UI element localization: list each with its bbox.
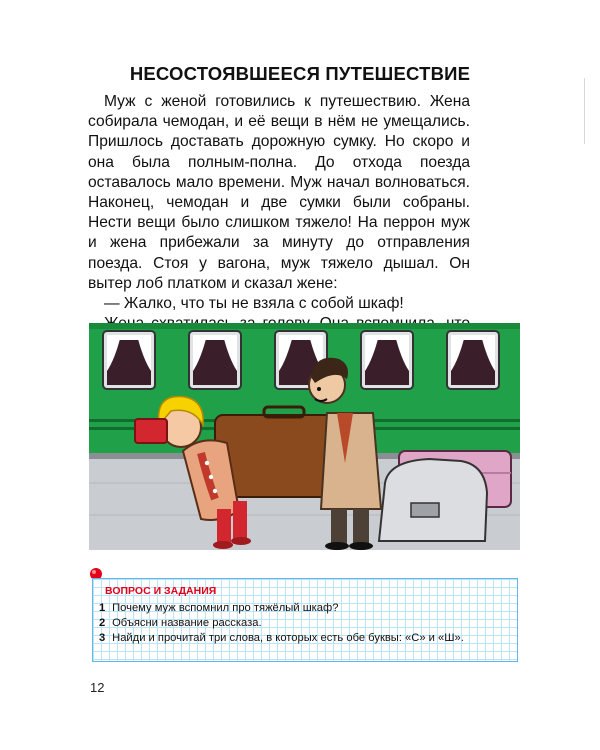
story-paragraph-1: Муж с женой готовились к путешествию. Жена собирала чемодан, и её вещи в нём не умещались. Пришлось доставать дорожную сумку. Но скоро и она была полным-полна. До отхода поезда оставалось мало времени. Муж начал волноваться. Наконец, чемодан и две сумки были собраны. Нести вещи было слишком тяжело! На перрон муж и жена прибежали за минуту до отправления поезда. Стоя у вагона, муж тяжело дышал. Он вытер лоб платком и сказал жене: [88,93,470,292]
question-item-1 [99,602,338,614]
story-paragraph-2: — Жалко, что ты не взяла с собой шкаф! [104,295,404,313]
story-title: НЕСОСТОЯВШЕЕСЯ ПУТЕШЕСТВИЕ [129,63,471,84]
question-number-3: 3 [99,632,106,644]
page-number: 12 [90,680,105,695]
question-number-1: 1 [99,602,106,614]
question-item-2 [99,617,262,629]
questions-box [92,578,518,662]
questions-heading: ВОПРОС И ЗАДАНИЯ [105,585,217,597]
question-text-2: Объясни название рассказа. [112,617,262,629]
question-item-3 [99,632,464,644]
question-text-3: Найди и прочитай три слова, в которых есть обе буквы: «С» и «Ш». [112,632,464,644]
story-illustration [89,323,520,550]
question-text-1: Почему муж вспомнил про тяжёлый шкаф? [112,602,339,614]
question-number-2: 2 [99,617,106,629]
page-edge-line [584,78,585,144]
